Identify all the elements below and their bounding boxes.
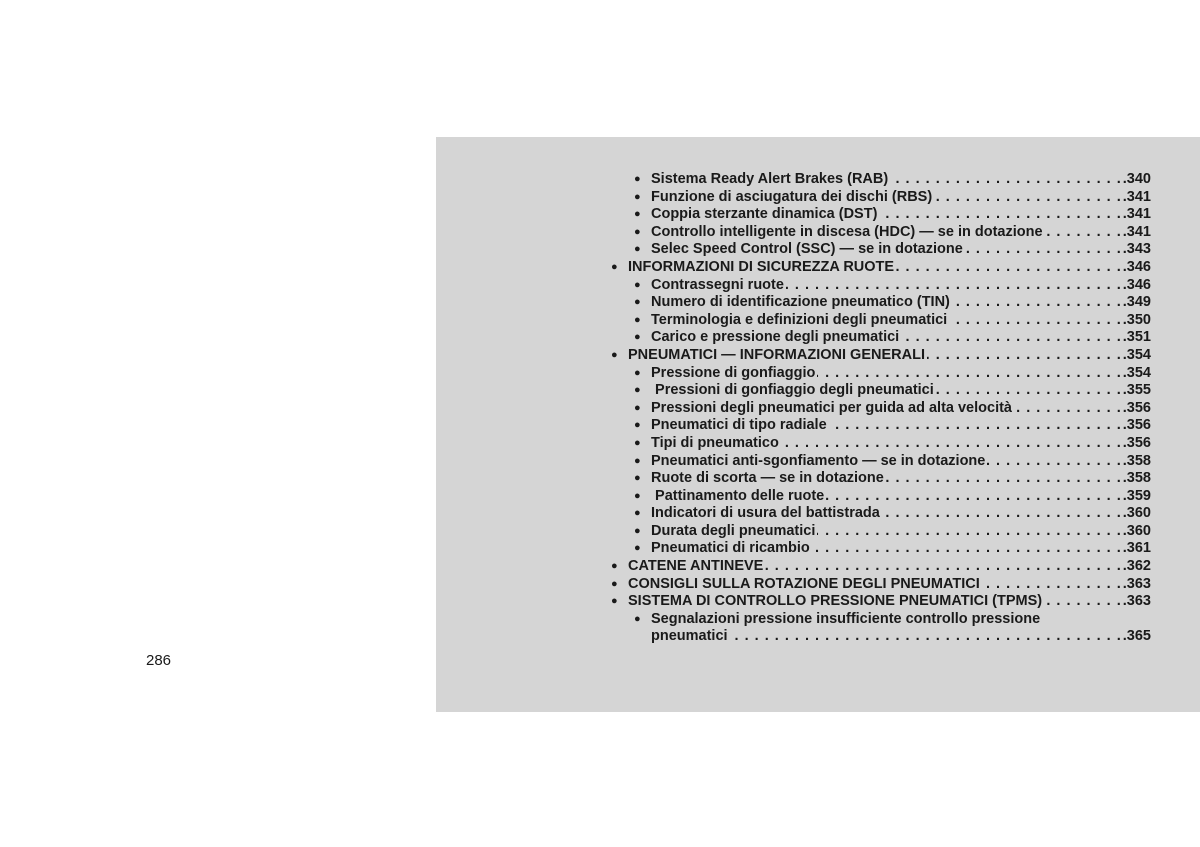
toc-entry[interactable]: [436, 171, 1200, 189]
toc-entry-title: Contrassegni ruote: [651, 276, 784, 293]
toc-entry[interactable]: [436, 558, 1200, 576]
toc-entry-title: Pneumatici di tipo radiale: [651, 417, 827, 434]
toc-entry-line: [651, 488, 1151, 506]
bullet-icon: ●: [634, 401, 641, 414]
toc-entry-title: Tipi di pneumatico: [651, 434, 779, 451]
toc-entry-line: [651, 171, 1151, 189]
toc-entry-page: .363: [1122, 593, 1151, 610]
toc-entry-line: [651, 435, 1151, 453]
toc-entry[interactable]: [436, 470, 1200, 488]
toc-entry[interactable]: [436, 277, 1200, 295]
toc-entry-page: .365: [1122, 628, 1151, 645]
toc-entry-title: Carico e pressione degli pneumatici: [651, 329, 900, 346]
dot-leader: [987, 453, 1120, 471]
toc-entry-title: Indicatori di usura del battistrada: [651, 505, 880, 522]
toc-entry[interactable]: [436, 241, 1200, 259]
toc-entry-title: Funzione di asciugatura dei dischi (RBS): [651, 188, 933, 205]
toc-entry-line: [651, 400, 1151, 418]
toc-entry-title: Pressione di gonfiaggio: [651, 364, 816, 381]
dot-leader: [812, 540, 1121, 558]
toc-entry-title: Pressioni di gonfiaggio degli pneumatici: [651, 382, 934, 399]
dot-leader: [927, 347, 1121, 365]
toc-entry[interactable]: [436, 505, 1200, 523]
toc-entry-title: Pattinamento delle ruote: [651, 487, 825, 504]
dot-leader: [896, 259, 1121, 277]
bullet-icon: ●: [634, 489, 641, 502]
toc-entry-page: .361: [1122, 540, 1151, 557]
toc-entry-page: .343: [1122, 241, 1151, 258]
dot-leader: [730, 628, 1121, 646]
toc-entry-line: [651, 611, 1151, 629]
toc-entry-title: CONSIGLI SULLA ROTAZIONE DEGLI PNEUMATICI: [628, 575, 980, 592]
dot-leader: [765, 558, 1120, 576]
toc-entry-title: pneumatici: [651, 628, 728, 645]
toc-entry-line: [651, 453, 1151, 471]
toc-entry-title: PNEUMATICI — INFORMAZIONI GENERALI: [628, 346, 925, 363]
dot-leader: [886, 470, 1121, 488]
toc-entry-line: [651, 241, 1151, 259]
toc-entry-title: Durata degli pneumatici: [651, 522, 816, 539]
toc-entry[interactable]: [436, 593, 1200, 611]
toc-entry-line: [628, 593, 1151, 611]
toc-entry-line: [651, 224, 1151, 242]
bullet-icon: ●: [634, 296, 641, 309]
toc-entry[interactable]: [436, 540, 1200, 558]
toc-entry-line: [651, 540, 1151, 558]
toc-entry-title: Sistema Ready Alert Brakes (RAB): [651, 171, 889, 187]
toc-entry-line: [651, 277, 1151, 295]
toc-entry-line: [651, 417, 1151, 435]
toc-entry-title: Ruote di scorta — se in dotazione: [651, 470, 884, 487]
dot-leader: [982, 576, 1121, 594]
toc-entry-title: CATENE ANTINEVE: [628, 558, 764, 575]
dot-leader: [949, 312, 1121, 330]
toc-entry-page: .350: [1122, 311, 1151, 328]
toc-entry-line: [628, 259, 1151, 277]
toc-entry[interactable]: [436, 400, 1200, 418]
bullet-icon: ●: [634, 190, 641, 203]
bullet-icon: ●: [634, 366, 641, 379]
toc-entry-page: .346: [1122, 276, 1151, 293]
toc-entry-title: Terminologia e definizioni degli pneumatici: [651, 311, 948, 328]
bullet-icon: ●: [611, 260, 618, 273]
toc-entry-page: .351: [1122, 329, 1151, 346]
toc-entry-title: Numero di identificazione pneumatico (TIN): [651, 294, 950, 311]
toc-entry-page: .355: [1122, 382, 1151, 399]
dot-leader: [882, 505, 1121, 523]
toc-entry-title: Pneumatici anti-sgonfiamento — se in dotazione: [651, 452, 986, 469]
toc-entry-page: .341: [1122, 223, 1151, 240]
dot-leader: [781, 435, 1121, 453]
toc-entry-page: .346: [1122, 258, 1151, 275]
dot-leader: [890, 171, 1121, 189]
bullet-icon: ●: [634, 313, 641, 326]
toc-entry-line: [651, 505, 1151, 523]
dot-leader: [817, 365, 1120, 383]
toc-entry-title: INFORMAZIONI DI SICUREZZA RUOTE: [628, 258, 895, 275]
toc-entry[interactable]: [436, 206, 1200, 224]
toc-entry-page: .360: [1122, 522, 1151, 539]
toc-entry-title: Coppia sterzante dinamica (DST): [651, 206, 878, 223]
dot-leader: [965, 241, 1121, 259]
toc-entry-title: Pressioni degli pneumatici per guida ad alta velocità: [651, 399, 1012, 416]
bullet-icon: ●: [634, 173, 641, 185]
toc-entry-page: .341: [1122, 206, 1151, 223]
bullet-icon: ●: [634, 243, 641, 256]
toc-entry-title: Pneumatici di ricambio: [651, 540, 810, 557]
toc-entry[interactable]: [436, 312, 1200, 330]
toc-entry-line: [651, 365, 1151, 383]
dot-leader: [826, 488, 1121, 506]
dot-leader: [952, 294, 1121, 312]
bullet-icon: ●: [634, 384, 641, 397]
toc-entry[interactable]: [436, 611, 1200, 629]
toc-entry-page: .356: [1122, 399, 1151, 416]
bullet-icon: ●: [634, 225, 641, 238]
bullet-icon: ●: [634, 507, 641, 520]
toc-entry-line: [628, 347, 1151, 365]
dot-leader: [1045, 224, 1121, 242]
dot-leader: [786, 277, 1121, 295]
toc-entry[interactable]: [436, 224, 1200, 242]
toc-entry-line: [651, 189, 1151, 207]
toc-entry-page: .358: [1122, 470, 1151, 487]
toc-entry[interactable]: [436, 435, 1200, 453]
dot-leader: [1014, 400, 1121, 418]
bullet-icon: ●: [611, 348, 618, 361]
toc-entry-line: [628, 558, 1151, 576]
bullet-icon: ●: [611, 577, 618, 590]
toc-entry[interactable]: [436, 294, 1200, 312]
dot-leader: [829, 417, 1121, 435]
bullet-icon: ●: [634, 612, 641, 625]
toc-entry[interactable]: [436, 347, 1200, 365]
bullet-icon: ●: [611, 595, 618, 608]
toc-entry-page: .354: [1122, 364, 1151, 381]
dot-leader: [936, 382, 1121, 400]
toc-entry-line: [651, 312, 1151, 330]
toc-entry-line: [651, 294, 1151, 312]
bullet-icon: ●: [634, 524, 641, 537]
toc-panel: [436, 137, 1200, 712]
toc-entry-line: [651, 329, 1151, 347]
bullet-icon: ●: [634, 208, 641, 221]
toc-entry-title: Selec Speed Control (SSC) — se in dotazione: [651, 241, 963, 258]
toc-entry-title: SISTEMA DI CONTROLLO PRESSIONE PNEUMATICI (TPMS): [628, 593, 1043, 610]
toc-entry-line: [651, 382, 1151, 400]
toc-entry-page: .354: [1122, 346, 1151, 363]
toc-entry-page: .356: [1122, 417, 1151, 434]
toc-entry-line: [628, 576, 1151, 594]
toc-entry[interactable]: [436, 329, 1200, 347]
bullet-icon: ●: [634, 454, 641, 467]
toc-entry[interactable]: [436, 382, 1200, 400]
bullet-icon: ●: [634, 331, 641, 344]
toc-entry-page: .359: [1122, 487, 1151, 504]
toc-entry-page: .356: [1122, 434, 1151, 451]
toc-entry-line: [651, 206, 1151, 224]
toc-entry[interactable]: [436, 259, 1200, 277]
toc-entry-page: .340: [1122, 171, 1151, 187]
toc-entry[interactable]: [436, 365, 1200, 383]
dot-leader: [879, 206, 1120, 224]
bullet-icon: ●: [634, 419, 641, 432]
toc-entry-page: .363: [1122, 575, 1151, 592]
toc-entry-page: .360: [1122, 505, 1151, 522]
bullet-icon: ●: [611, 560, 618, 573]
toc-entry-line: [651, 470, 1151, 488]
toc-entry[interactable]: [436, 523, 1200, 541]
bullet-icon: ●: [634, 542, 641, 555]
toc-entry-page: .349: [1122, 294, 1151, 311]
toc-entry[interactable]: [436, 488, 1200, 506]
toc-entry[interactable]: [436, 576, 1200, 594]
bullet-icon: ●: [634, 436, 641, 449]
toc-entry-page: .362: [1122, 558, 1151, 575]
page-number: 286: [146, 652, 172, 669]
toc-entry-line: [651, 628, 1151, 646]
toc-entry-page: .358: [1122, 452, 1151, 469]
toc-entry[interactable]: [436, 189, 1200, 207]
dot-leader: [901, 329, 1121, 347]
toc-entry[interactable]: [436, 453, 1200, 471]
bullet-icon: ●: [634, 278, 641, 291]
dot-leader: [817, 523, 1120, 541]
toc-entry[interactable]: [436, 628, 1200, 646]
toc-list: [436, 171, 1200, 646]
toc-entry-line: [651, 523, 1151, 541]
toc-entry[interactable]: [436, 417, 1200, 435]
bullet-icon: ●: [634, 472, 641, 485]
toc-entry-page: .341: [1122, 188, 1151, 205]
dot-leader: [934, 189, 1121, 207]
dot-leader: [1044, 593, 1121, 611]
toc-entry-title: Segnalazioni pressione insufficiente controllo pressione: [651, 610, 1041, 627]
toc-entry-title: Controllo intelligente in discesa (HDC) — se in dotazione: [651, 223, 1043, 240]
